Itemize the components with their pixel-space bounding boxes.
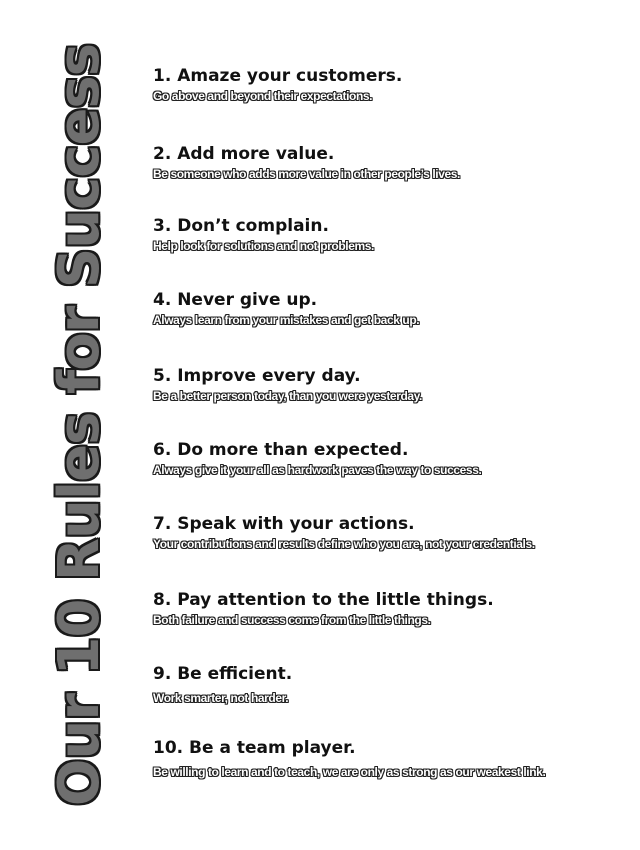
rule-heading: 7. Speak with your actions. xyxy=(153,514,415,534)
page-title: Our 10 Rules for Success xyxy=(47,43,112,807)
rule-item xyxy=(153,66,623,104)
rule-item xyxy=(153,590,623,628)
rule-item xyxy=(153,440,623,478)
rule-description: Go above and beyond their expectations. xyxy=(153,89,373,103)
rule-item xyxy=(153,144,623,182)
rule-heading: 4. Never give up. xyxy=(153,290,318,310)
rule-heading: 5. Improve every day. xyxy=(153,366,361,386)
rule-heading: 9. Be efficient. xyxy=(153,664,293,684)
rule-item xyxy=(153,366,623,404)
rule-item xyxy=(153,216,623,254)
rule-item xyxy=(153,514,623,552)
rule-description: Work smarter, not harder. xyxy=(153,691,289,705)
rule-description: Be someone who adds more value in other people’s lives. xyxy=(153,167,460,181)
rule-description: Always learn from your mistakes and get back up. xyxy=(153,313,420,327)
rule-heading: 3. Don’t complain. xyxy=(153,216,329,236)
rule-description: Help look for solutions and not problems. xyxy=(153,239,374,253)
rule-description: Always give it your all as hardwork paves the way to success. xyxy=(153,463,482,477)
rule-heading: 1. Amaze your customers. xyxy=(153,66,403,86)
rule-heading: 10. Be a team player. xyxy=(153,738,356,758)
rule-item xyxy=(153,290,623,328)
rule-heading: 6. Do more than expected. xyxy=(153,440,409,460)
rule-heading: 2. Add more value. xyxy=(153,144,335,164)
rule-description: Both failure and success come from the little things. xyxy=(153,613,431,627)
rule-description: Your contributions and results define who you are, not your credentials. xyxy=(153,537,535,551)
rule-heading: 8. Pay attention to the little things. xyxy=(153,590,494,610)
rule-item xyxy=(153,664,623,706)
rule-item xyxy=(153,738,623,780)
rule-description: Be a better person today, than you were yesterday. xyxy=(153,389,422,403)
rule-description: Be willing to learn and to teach, we are only as strong as our weakest link. xyxy=(153,765,546,779)
